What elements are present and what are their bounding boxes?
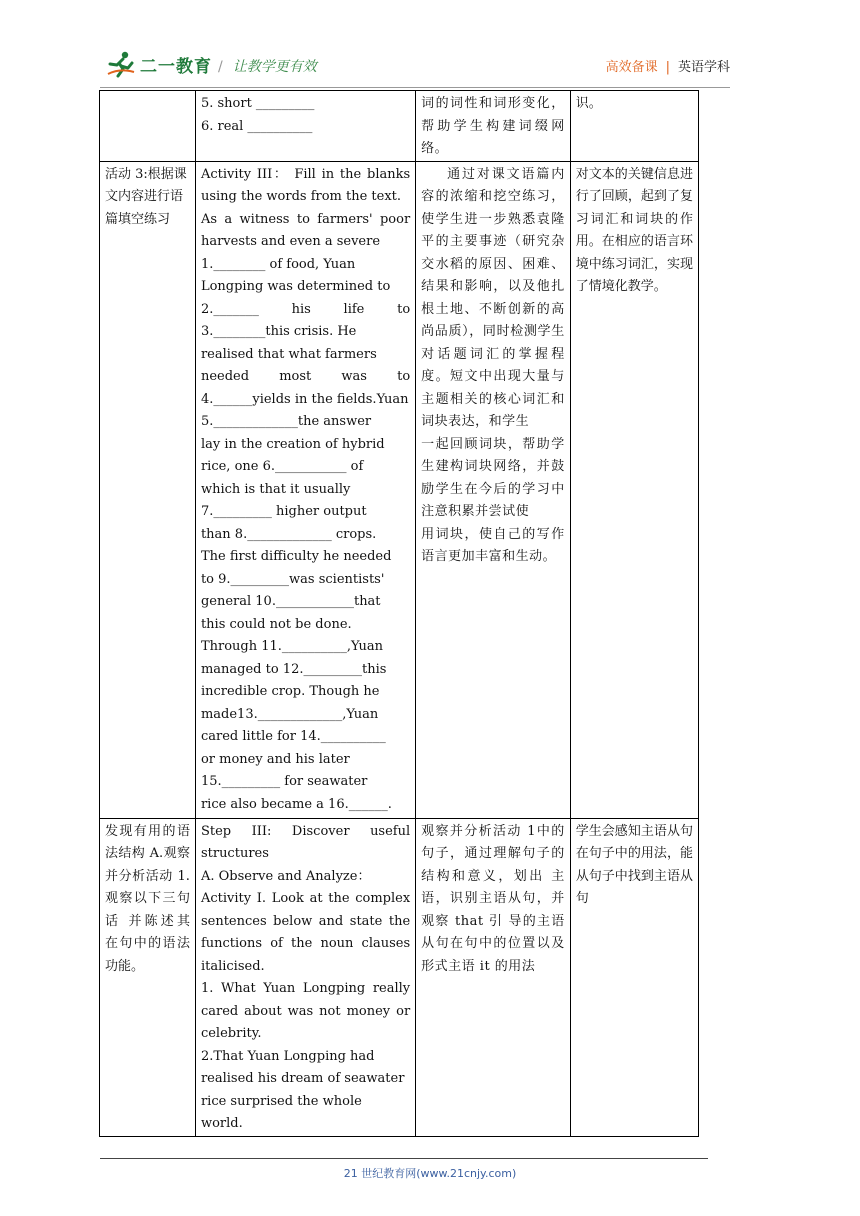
activity-line: 1. What Yuan Longping really cared about was not money or celebrity. — [200, 981, 411, 1041]
purpose-cell — [416, 818, 571, 1136]
subject-name: 英语学科 — [677, 60, 730, 75]
table-row — [100, 91, 699, 162]
activity-line: The first difficulty he needed — [200, 549, 392, 564]
table-row — [100, 161, 699, 818]
activity-line: realised his dream of seawater — [200, 1071, 405, 1086]
purpose-paragraph: 通过对课文语篇内容的浓缩和挖空练习，使学生进一步熟悉袁隆平的主要事迹（研究杂交水稻的原因、困难、结果和影响，以及他扎根土地、不断创新的高尚品质），同时检测学生对话题词汇的掌握程度。短文中出现大量与主题相关的核心词汇和词块表达，和学生 — [421, 166, 565, 429]
activity-line: cared little for 14.__________ — [200, 729, 386, 744]
purpose-text: 观察并分析活动 1中的句子，通过理解句子的结构和意义，划出 主语，识别主语从句，并观察 that 引 导的主语从句在句中的位置以及形式主语 it 的用法 — [421, 823, 565, 974]
effect-cell — [570, 818, 698, 1136]
logo — [106, 50, 212, 78]
stage-cell — [100, 161, 196, 818]
activity-line: this could not be done. — [200, 616, 352, 632]
activity-cell — [195, 818, 415, 1136]
activity-line: general 10.____________that — [200, 594, 381, 609]
table-row — [100, 818, 699, 1136]
stage-cell — [100, 91, 196, 162]
activity-line: As a witness to farmers' poor harvests and even a severe — [200, 211, 411, 249]
slogan: / 让教学更有效 — [218, 59, 317, 75]
activity-line: 5. short _________ — [200, 96, 315, 111]
purpose-paragraph: 用词块，使自己的写作语言更加丰富和生动。 — [421, 526, 565, 564]
purpose-text: 词的词性和词形变化，帮助学生构建词缀网络。 — [421, 96, 565, 156]
activity-line: to 9._________was scientists' — [200, 571, 385, 587]
activity-line: lay in the creation of hybrid — [200, 436, 385, 452]
effect-text: 学生会感知主语从句在句子中的用法，能从句子中找到主语从句 — [575, 823, 693, 906]
prep-label: 高效备课 — [605, 60, 658, 75]
activity-line: 6. real __________ — [200, 118, 313, 134]
stage-line: 文内容进行语 — [105, 189, 184, 204]
stage-text: 发现有用的语法结构 A.观察并分析活动 1.观察以下三句话 并陈述其 在句中的语法功能。 — [105, 823, 190, 974]
lesson-plan-table — [99, 90, 699, 1137]
activity-line: 1.________ of food, Yuan — [200, 256, 356, 272]
activity-line: 3.________this crisis. He — [200, 324, 357, 339]
activity-line: Longping was determined to — [200, 279, 391, 294]
purpose-paragraph: 一起回顾词块，帮助学生建构词块网络，并鼓励学生在今后的学习中注意积累并尝试使 — [421, 436, 565, 519]
header-divider — [100, 87, 730, 88]
stage-line: 篇填空练习 — [105, 211, 171, 227]
activity-cell — [195, 161, 415, 818]
slogan-text: 让教学更有效 — [232, 59, 317, 75]
activity-line: 7._________ higher output — [200, 504, 367, 519]
activity-line: world. — [200, 1116, 243, 1131]
logo-text: 二一教育 — [140, 56, 212, 77]
activity-line: realised that what farmers — [200, 346, 377, 362]
activity-line: needed most was to — [200, 369, 411, 384]
activity-line: Activity III： Fill in the blanks using the words from the text. — [200, 166, 411, 204]
purpose-cell — [416, 91, 571, 162]
activity-line: Activity I. Look at the complex sentences below and state the functions of the noun clauses italicised. — [200, 891, 411, 974]
footer-link[interactable]: 21 世纪教育网(www.21cnjy.com) — [343, 1167, 517, 1180]
runner-logo-icon — [106, 50, 136, 78]
activity-line: made13._____________,Yuan — [200, 706, 379, 722]
activity-line: rice also became a 16.______. — [200, 796, 392, 812]
activity-line: managed to 12._________this — [200, 661, 387, 677]
activity-line: 2._______ his life to — [200, 301, 411, 317]
activity-line: which is that it usually — [200, 481, 351, 497]
activity-line: or money and his later — [200, 751, 350, 767]
activity-line: 4.______yields in the fields.Yuan — [200, 391, 409, 407]
activity-line: than 8._____________ crops. — [200, 526, 377, 542]
activity-line: A. Observe and Analyze： — [200, 868, 371, 884]
purpose-cell — [416, 161, 571, 818]
activity-line: 5._____________the answer — [200, 414, 372, 429]
effect-cell — [570, 91, 698, 162]
effect-cell — [570, 161, 698, 818]
subject-label — [606, 56, 730, 75]
activity-cell — [195, 91, 415, 162]
effect-text: 对文本的关键信息进行了回顾，起到了复习词汇和词块的作用。在相应的语言环境中练习词汇，实现了情境化教学。 — [575, 166, 693, 294]
activity-line: rice, one 6.___________ of — [200, 459, 364, 474]
effect-text: 识。 — [575, 96, 602, 111]
activity-line: 15._________ for seawater — [200, 774, 368, 789]
header-separator: | — [665, 60, 670, 75]
activity-line: Step III: Discover useful structures — [200, 823, 411, 861]
activity-line: rice surprised the whole — [200, 1093, 362, 1109]
stage-cell — [100, 818, 196, 1136]
activity-line: Through 11.__________,Yuan — [200, 639, 383, 654]
footer-divider — [100, 1158, 708, 1159]
activity-line: incredible crop. Though he — [200, 684, 380, 699]
activity-line: 2.That Yuan Longping had — [200, 1048, 375, 1064]
page-header — [100, 44, 730, 88]
stage-line: 活动 3:根据课 — [105, 166, 187, 182]
